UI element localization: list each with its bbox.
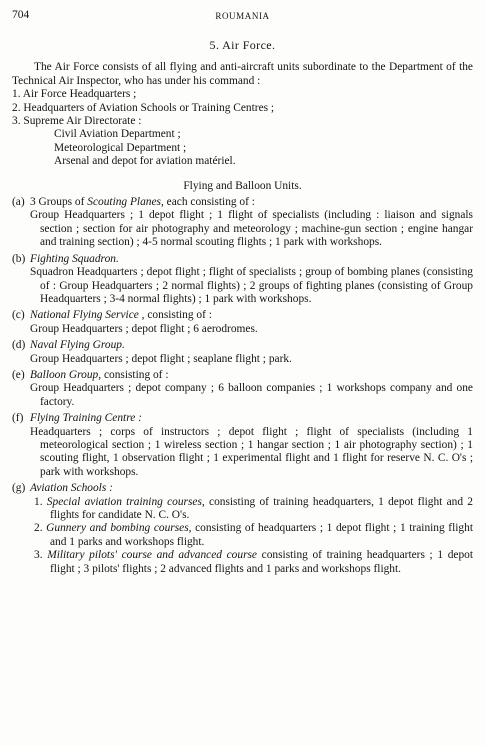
- unit-label: (a): [12, 196, 25, 209]
- units-heading: Flying and Balloon Units.: [183, 179, 302, 192]
- unit-pre: 3 Groups of: [30, 196, 88, 209]
- unit-body: Headquarters ; corps of instructors ; depot flight ; flight of specialists (including 1 meteorological section ; 1 wireless section ; 1 hangar section ; 1 air photography section) ; 1 scouting flight, 1 observation flight ; 1 experimental flight and 1 flight for reserve N. C. O's ; park with workshops.: [30, 425, 473, 478]
- hq-list: [12, 88, 473, 128]
- item-text: Supreme Air Directorate :: [23, 115, 142, 128]
- unit-name: National Flying Service: [30, 309, 139, 322]
- item-text: Headquarters of Aviation Schools or Training Centres ;: [23, 101, 275, 114]
- unit-name: Aviation Schools :: [30, 482, 113, 495]
- list-item: [12, 88, 473, 101]
- list-item: [12, 102, 473, 115]
- unit-post: , consisting of :: [138, 309, 212, 322]
- unit-heading: [12, 196, 473, 209]
- school-number: 1.: [34, 495, 43, 508]
- unit-body: Group Headquarters ; 1 depot flight ; 1 flight of specialists (including : liaison and signals section ; section for air photography and meteorology ; machine-gun section ; engine hangar and training section) ; 4-5 normal scouting flights ; 1 park with workshops.: [30, 209, 473, 249]
- section-title-text: Air Force.: [222, 38, 276, 52]
- school-text: consisting of training headquarters, 1 depot flight and 2 flights for candidate N. C. O's.: [50, 495, 473, 521]
- school-name: Military pilots' course and advanced course: [47, 549, 257, 562]
- unit-heading: [12, 253, 473, 266]
- unit-heading: [12, 482, 473, 495]
- list-item: [12, 115, 473, 128]
- school-text: consisting of headquarters ; 1 depot flight ; 1 training flight and 1 parks and workshops flight.: [50, 522, 473, 548]
- school-name: Special aviation training courses,: [46, 495, 205, 508]
- unit-post: consisting of :: [101, 368, 169, 381]
- unit-name: Balloon Group,: [30, 368, 102, 381]
- unit-label: (c): [12, 309, 25, 322]
- unit-body: Group Headquarters ; depot flight ; seaplane flight ; park.: [30, 352, 292, 365]
- unit-b: [12, 253, 473, 307]
- intro-paragraph: The Air Force consists of all flying and anti-aircraft units subordinate to the Department of the Technical Air Inspector, who has under his command :: [12, 61, 473, 87]
- item-number: 1.: [12, 88, 21, 101]
- unit-e: [12, 369, 473, 409]
- unit-label: (f): [12, 412, 24, 425]
- sub-item: Meteorological Department ;: [54, 141, 187, 154]
- unit-body: Group Headquarters ; depot company ; 6 balloon companies ; 1 workshops company and one factory.: [30, 382, 473, 408]
- item-text: Air Force Headquarters ;: [22, 88, 137, 101]
- sub-item: Arsenal and depot for aviation matériel.: [54, 155, 236, 168]
- unit-body: Squadron Headquarters ; depot flight ; flight of specialists ; group of bombing planes (consisting of : Group Headquarters ; 2 normal flights) ; 2 groups of fighting planes (consisting of Group Headquarters ; 3-4 normal flights) ; 1 park with workshops.: [30, 266, 473, 305]
- unit-name: Flying Training Centre :: [30, 412, 142, 425]
- item-number: 2.: [12, 101, 21, 114]
- school-name: Gunnery and bombing courses,: [46, 522, 192, 535]
- unit-name: Naval Flying Group.: [30, 339, 125, 352]
- unit-body: Group Headquarters ; depot flight ; 6 aerodromes.: [30, 322, 258, 335]
- unit-name: Scouting Planes,: [87, 196, 164, 209]
- school-number: 3.: [34, 549, 43, 562]
- page-header: [12, 7, 473, 23]
- section-title: [12, 39, 473, 52]
- item-number: 3.: [12, 115, 21, 128]
- school-text: consisting of training headquarters ; 1 depot flight ; 3 pilots' flights ; 2 advanced flights and 1 parks and workshops flight.: [50, 549, 473, 575]
- unit-label: (g): [12, 482, 26, 495]
- running-head: ROUMANIA: [215, 11, 270, 21]
- sub-item: Civil Aviation Department ;: [54, 128, 181, 141]
- unit-c: [12, 309, 473, 336]
- unit-heading: [12, 309, 473, 322]
- section-number: 5.: [209, 38, 220, 52]
- unit-f: [12, 412, 473, 479]
- page-number: 704: [12, 9, 30, 21]
- unit-label: (b): [12, 252, 26, 265]
- unit-name: Fighting Squadron.: [30, 252, 119, 265]
- directorate-sublist: [12, 128, 473, 168]
- school-item: [12, 522, 473, 549]
- unit-label: (d): [12, 339, 26, 352]
- unit-post: each consisting of :: [163, 196, 255, 209]
- school-item: [12, 549, 473, 576]
- unit-g: [12, 482, 473, 495]
- unit-heading: [12, 369, 473, 382]
- unit-a: [12, 196, 473, 250]
- school-item: [12, 496, 473, 523]
- unit-d: [12, 339, 473, 366]
- school-number: 2.: [34, 522, 43, 535]
- unit-heading: [12, 339, 473, 352]
- unit-label: (e): [12, 368, 25, 381]
- unit-heading: [12, 412, 473, 425]
